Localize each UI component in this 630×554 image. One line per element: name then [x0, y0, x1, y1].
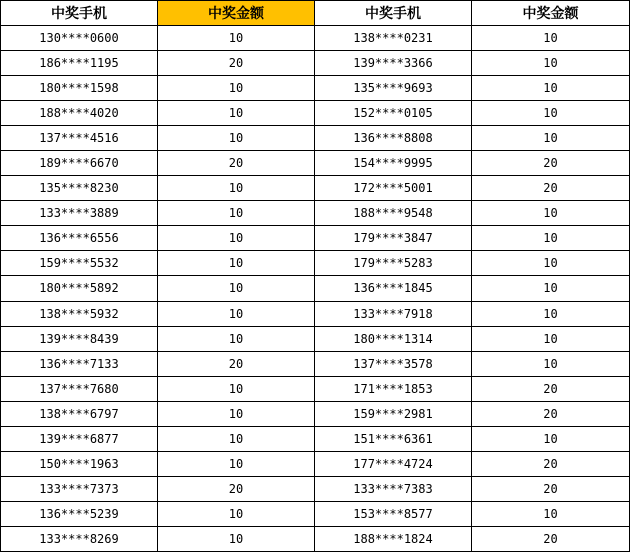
- phone-cell: 139****8439: [1, 326, 158, 351]
- amount-cell: 10: [158, 451, 315, 476]
- phone-cell: 180****1314: [315, 326, 472, 351]
- table-row: [1, 226, 630, 251]
- table-row: [1, 101, 630, 126]
- table-row: [1, 451, 630, 476]
- amount-cell: 10: [158, 426, 315, 451]
- table-row: [1, 301, 630, 326]
- amount-cell: 10: [472, 226, 630, 251]
- table-row: [1, 201, 630, 226]
- phone-cell: 139****6877: [1, 426, 158, 451]
- table-header: [1, 1, 630, 26]
- phone-cell: 150****1963: [1, 451, 158, 476]
- table-row: [1, 51, 630, 76]
- phone-cell: 180****5892: [1, 276, 158, 301]
- phone-cell: 139****3366: [315, 51, 472, 76]
- phone-cell: 133****8269: [1, 526, 158, 551]
- amount-cell: 20: [472, 476, 630, 501]
- phone-cell: 130****0600: [1, 26, 158, 51]
- amount-cell: 10: [158, 101, 315, 126]
- table-row: [1, 376, 630, 401]
- amount-cell: 10: [158, 26, 315, 51]
- table-row: [1, 176, 630, 201]
- amount-cell: 20: [158, 351, 315, 376]
- amount-cell: 10: [472, 201, 630, 226]
- amount-cell: 10: [158, 251, 315, 276]
- amount-cell: 20: [472, 526, 630, 551]
- phone-cell: 138****5932: [1, 301, 158, 326]
- amount-cell: 10: [158, 276, 315, 301]
- phone-cell: 133****7373: [1, 476, 158, 501]
- phone-cell: 137****4516: [1, 126, 158, 151]
- table-row: [1, 251, 630, 276]
- amount-cell: 10: [472, 251, 630, 276]
- table-body: [1, 26, 630, 552]
- phone-cell: 136****5239: [1, 501, 158, 526]
- phone-cell: 152****0105: [315, 101, 472, 126]
- amount-cell: 20: [472, 401, 630, 426]
- phone-cell: 136****8808: [315, 126, 472, 151]
- amount-cell: 10: [472, 326, 630, 351]
- phone-cell: 154****9995: [315, 151, 472, 176]
- amount-cell: 10: [472, 426, 630, 451]
- amount-cell: 10: [472, 101, 630, 126]
- table-row: [1, 276, 630, 301]
- phone-cell: 137****3578: [315, 351, 472, 376]
- phone-cell: 133****3889: [1, 201, 158, 226]
- phone-cell: 171****1853: [315, 376, 472, 401]
- phone-cell: 133****7918: [315, 301, 472, 326]
- header-prize-amount-1: 中奖金额: [158, 1, 315, 26]
- amount-cell: 20: [472, 451, 630, 476]
- header-winning-phone-2: 中奖手机: [315, 1, 472, 26]
- table-row: [1, 326, 630, 351]
- phone-cell: 138****0231: [315, 26, 472, 51]
- header-winning-phone-1: 中奖手机: [1, 1, 158, 26]
- amount-cell: 10: [472, 301, 630, 326]
- amount-cell: 10: [472, 276, 630, 301]
- phone-cell: 179****5283: [315, 251, 472, 276]
- phone-cell: 159****5532: [1, 251, 158, 276]
- amount-cell: 20: [158, 476, 315, 501]
- phone-cell: 189****6670: [1, 151, 158, 176]
- phone-cell: 151****6361: [315, 426, 472, 451]
- phone-cell: 177****4724: [315, 451, 472, 476]
- phone-cell: 188****1824: [315, 526, 472, 551]
- amount-cell: 10: [158, 201, 315, 226]
- amount-cell: 10: [472, 26, 630, 51]
- phone-cell: 172****5001: [315, 176, 472, 201]
- amount-cell: 10: [158, 226, 315, 251]
- amount-cell: 10: [158, 126, 315, 151]
- amount-cell: 20: [472, 376, 630, 401]
- table-row: [1, 126, 630, 151]
- table-row: [1, 351, 630, 376]
- amount-cell: 10: [158, 401, 315, 426]
- amount-cell: 20: [158, 151, 315, 176]
- table-row: [1, 26, 630, 51]
- table-row: [1, 426, 630, 451]
- phone-cell: 135****8230: [1, 176, 158, 201]
- amount-cell: 10: [158, 176, 315, 201]
- phone-cell: 153****8577: [315, 501, 472, 526]
- table-row: [1, 151, 630, 176]
- table-row: [1, 401, 630, 426]
- phone-cell: 136****1845: [315, 276, 472, 301]
- phone-cell: 137****7680: [1, 376, 158, 401]
- amount-cell: 10: [158, 376, 315, 401]
- amount-cell: 10: [158, 301, 315, 326]
- header-prize-amount-2: 中奖金额: [472, 1, 630, 26]
- amount-cell: 10: [158, 326, 315, 351]
- phone-cell: 179****3847: [315, 226, 472, 251]
- phone-cell: 138****6797: [1, 401, 158, 426]
- table-row: [1, 526, 630, 551]
- header-row: [1, 1, 630, 26]
- amount-cell: 10: [158, 501, 315, 526]
- phone-cell: 135****9693: [315, 76, 472, 101]
- table-row: [1, 476, 630, 501]
- amount-cell: 20: [472, 176, 630, 201]
- phone-cell: 186****1195: [1, 51, 158, 76]
- amount-cell: 10: [472, 501, 630, 526]
- phone-cell: 188****9548: [315, 201, 472, 226]
- table-row: [1, 76, 630, 101]
- amount-cell: 10: [158, 76, 315, 101]
- phone-cell: 188****4020: [1, 101, 158, 126]
- table-row: [1, 501, 630, 526]
- amount-cell: 20: [472, 151, 630, 176]
- amount-cell: 10: [472, 351, 630, 376]
- phone-cell: 159****2981: [315, 401, 472, 426]
- amount-cell: 10: [472, 126, 630, 151]
- phone-cell: 133****7383: [315, 476, 472, 501]
- amount-cell: 10: [472, 76, 630, 101]
- phone-cell: 136****7133: [1, 351, 158, 376]
- amount-cell: 20: [158, 51, 315, 76]
- phone-cell: 136****6556: [1, 226, 158, 251]
- amount-cell: 10: [158, 526, 315, 551]
- amount-cell: 10: [472, 51, 630, 76]
- phone-cell: 180****1598: [1, 76, 158, 101]
